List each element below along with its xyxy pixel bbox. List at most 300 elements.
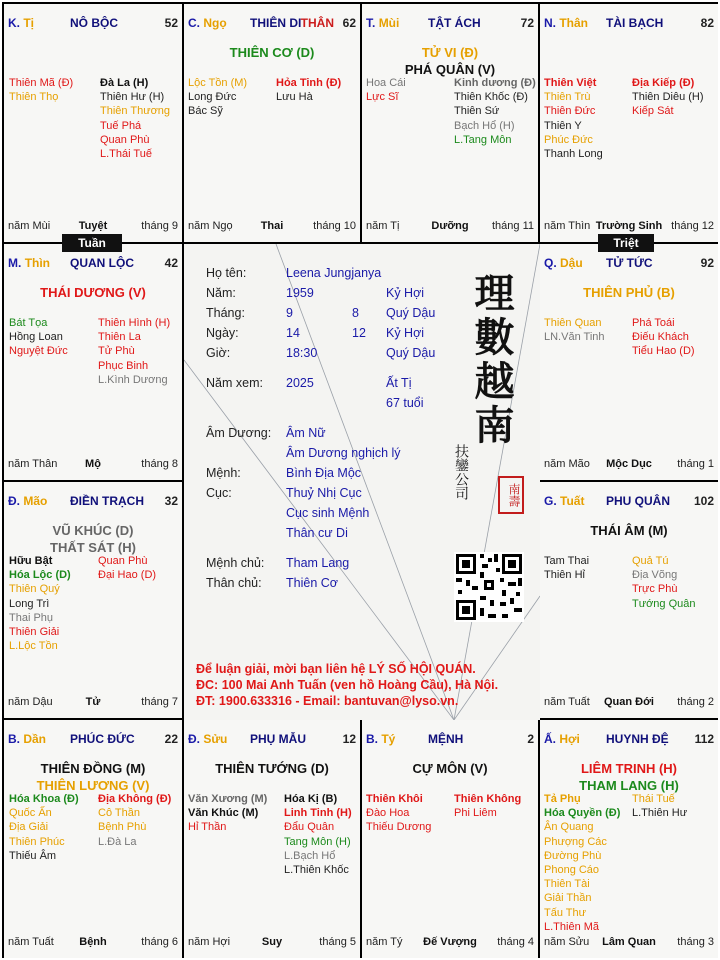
dai-han-number: 62 bbox=[342, 16, 356, 30]
star: Hóa Khoa (Đ) bbox=[9, 793, 79, 805]
star: Thiên Khốc (Đ) bbox=[454, 91, 528, 104]
palace-name[interactable]: HUYNH ĐỆ bbox=[606, 732, 669, 746]
star: Thiên Quan bbox=[544, 317, 602, 329]
star: Hỉ Thần bbox=[188, 821, 227, 834]
star: Thiên Đức bbox=[544, 105, 596, 118]
nguyet-han-month: tháng 10 bbox=[313, 220, 356, 232]
tu-vi-chart bbox=[2, 2, 718, 958]
dai-han-number: 92 bbox=[700, 256, 714, 270]
palace-chi: Sửu bbox=[203, 732, 228, 746]
star: Kiếp Sát bbox=[632, 105, 674, 118]
palace-can: G. bbox=[544, 494, 557, 508]
nguyet-han-month: tháng 8 bbox=[141, 458, 178, 470]
tieu-han-year: năm Mão bbox=[544, 458, 590, 470]
main-star: THÁI ÂM (M) bbox=[590, 523, 668, 538]
star: Tiểu Hao (D) bbox=[632, 345, 695, 358]
right-stars bbox=[98, 792, 171, 849]
than-cu: Thân cư Di bbox=[286, 526, 348, 540]
tuoi-value: 67 tuổi bbox=[386, 396, 424, 410]
truong-sinh-stage: Bệnh bbox=[79, 936, 107, 948]
left-stars bbox=[544, 554, 589, 582]
palace-header bbox=[8, 732, 178, 748]
star: L.Thiên Mã bbox=[544, 920, 600, 933]
dai-han-number: 42 bbox=[164, 256, 178, 270]
ho-ten-label: Họ tên: bbox=[206, 266, 247, 280]
palace-chi: Dậu bbox=[560, 256, 583, 270]
right-stars bbox=[632, 554, 696, 611]
right-stars bbox=[632, 792, 687, 820]
nam-value: 1959 bbox=[286, 286, 314, 300]
palace-footer bbox=[8, 936, 178, 950]
dai-han-number: 12 bbox=[342, 732, 356, 746]
star: Thiếu Dương bbox=[366, 821, 432, 834]
palace-name[interactable]: TỬ TỨC bbox=[606, 256, 653, 270]
star: Quan Phù bbox=[100, 133, 150, 146]
contact-line-2: ĐC: 100 Mai Anh Tuấn (ven hồ Hoàng Cầu), Hà Nội. bbox=[196, 678, 499, 692]
than-chu-label: Thân chủ: bbox=[206, 576, 262, 590]
palace-can: K. bbox=[8, 16, 20, 30]
star: Địa Giải bbox=[9, 821, 49, 834]
palace-name[interactable]: TẬT ÁCH bbox=[428, 16, 481, 30]
star: L.Thiên Hư bbox=[632, 807, 688, 820]
main-star: THIÊN ĐỒNG (M) bbox=[40, 761, 146, 776]
star: Bát Tọa bbox=[9, 317, 48, 329]
palace-footer bbox=[8, 458, 178, 472]
star: L.Thiên Khốc bbox=[284, 863, 349, 876]
star: Tả Phụ bbox=[544, 793, 581, 805]
palace-location bbox=[544, 732, 580, 746]
palace-chi: Thân bbox=[559, 16, 589, 30]
nguyet-han-month: tháng 3 bbox=[677, 936, 714, 948]
palace-header bbox=[8, 494, 178, 510]
tuan-badge: Tuần bbox=[62, 234, 122, 252]
palace-menh bbox=[362, 720, 540, 958]
star: Đường Phù bbox=[544, 849, 602, 862]
palace-thien-di bbox=[184, 4, 362, 244]
palace-name[interactable]: ĐIỀN TRẠCH bbox=[70, 494, 144, 508]
star: Thiên Quý bbox=[9, 583, 60, 596]
star: Giải Thần bbox=[544, 892, 592, 905]
palace-chi: Mão bbox=[23, 494, 48, 508]
star: Địa Không (Đ) bbox=[98, 793, 172, 805]
contact-line-1: Để luận giải, mời bạn liên hệ LÝ SỐ HỘI QUÁN. bbox=[196, 662, 476, 676]
palace-header bbox=[544, 16, 714, 32]
star: Quan Phù bbox=[98, 555, 148, 567]
star: Tấu Thư bbox=[544, 906, 587, 919]
nguyet-han-month: tháng 4 bbox=[497, 936, 534, 948]
star: Hữu Bật bbox=[9, 555, 53, 567]
main-star: VŨ KHÚC (D) bbox=[52, 523, 134, 538]
thang-am: 8 bbox=[352, 306, 359, 320]
ngay-canchi: Kỷ Hợi bbox=[386, 326, 425, 340]
star: Bạch Hổ (H) bbox=[454, 119, 515, 132]
star: L.Đà La bbox=[98, 835, 137, 848]
star: Tam Thai bbox=[544, 555, 590, 567]
main-star: THIÊN TƯỚNG (D) bbox=[215, 761, 329, 776]
palace-chi: Ngọ bbox=[203, 16, 227, 30]
star: Nguyệt Đức bbox=[9, 345, 68, 358]
cuc-label: Cục: bbox=[206, 486, 232, 500]
palace-header bbox=[366, 16, 534, 32]
star: Tướng Quân bbox=[632, 597, 696, 610]
star: L.Kình Dương bbox=[98, 373, 168, 386]
star: Phong Cáo bbox=[544, 863, 600, 876]
star: Hóa Quyền (Đ) bbox=[544, 807, 621, 820]
palace-header bbox=[8, 16, 178, 32]
star: Địa Kiếp (Đ) bbox=[632, 77, 695, 89]
palace-can: Ấ. bbox=[544, 732, 556, 746]
palace-phu-mau bbox=[184, 720, 362, 958]
ngay-value: 14 bbox=[286, 326, 300, 340]
left-stars bbox=[544, 792, 620, 934]
palace-huynh-de bbox=[540, 720, 718, 958]
star: Hoa Cái bbox=[366, 77, 406, 89]
star: Đại Hao (D) bbox=[98, 569, 157, 582]
palace-location bbox=[366, 16, 399, 30]
am-duong-label: Âm Dương: bbox=[206, 426, 272, 440]
star: Bác Sỹ bbox=[188, 105, 223, 118]
star: Phục Binh bbox=[98, 359, 149, 372]
star: Hóa Kị (B) bbox=[284, 793, 338, 805]
left-stars bbox=[544, 316, 605, 344]
main-stars bbox=[4, 284, 182, 301]
palace-location bbox=[544, 494, 584, 508]
palace-location bbox=[188, 16, 227, 30]
left-stars bbox=[9, 554, 71, 653]
truong-sinh-stage: Tử bbox=[85, 696, 101, 708]
star: Đẩu Quân bbox=[284, 821, 335, 834]
star: Phúc Đức bbox=[544, 133, 593, 146]
star: Thanh Long bbox=[544, 147, 603, 160]
palace-location bbox=[544, 16, 588, 30]
palace-can: B. bbox=[366, 732, 378, 746]
truong-sinh-stage: Đế Vượng bbox=[423, 936, 477, 948]
palace-chi: Mùi bbox=[378, 16, 400, 30]
nguyet-han-month: tháng 6 bbox=[141, 936, 178, 948]
palace-footer bbox=[544, 458, 714, 472]
star: Thiên Hỉ bbox=[544, 569, 585, 582]
than-chu-value: Thiên Cơ bbox=[286, 576, 338, 590]
palace-can: Đ. bbox=[8, 494, 20, 508]
star: Cô Thần bbox=[98, 807, 140, 820]
star: Thiên Sứ bbox=[454, 105, 500, 118]
palace-location bbox=[544, 256, 583, 270]
palace-no-boc bbox=[4, 4, 184, 244]
truong-sinh-stage: Tuyệt bbox=[78, 220, 108, 232]
star: Quốc Ấn bbox=[9, 807, 52, 820]
nguyet-han-month: tháng 11 bbox=[491, 220, 534, 232]
star: Thiên Thọ bbox=[9, 91, 59, 104]
tieu-han-year: năm Thìn bbox=[544, 220, 591, 232]
dai-han-number: 32 bbox=[164, 494, 178, 508]
dai-han-number: 112 bbox=[694, 732, 714, 746]
palace-header bbox=[8, 256, 178, 272]
dai-han-number: 22 bbox=[164, 732, 178, 746]
palace-footer bbox=[544, 936, 714, 950]
star: Thiên Khôi bbox=[366, 793, 423, 805]
contact-line-3: ĐT: 1900.633316 - Email: bantuvan@lyso.vn. bbox=[196, 694, 459, 708]
main-stars bbox=[4, 522, 182, 556]
tieu-han-year: năm Tý bbox=[366, 936, 403, 948]
right-stars bbox=[632, 316, 695, 359]
nguyet-han-month: tháng 9 bbox=[141, 220, 178, 232]
triet-badge: Triệt bbox=[598, 234, 654, 252]
truong-sinh-stage: Mộ bbox=[85, 458, 101, 470]
palace-location bbox=[8, 494, 47, 508]
palace-chi: Hợi bbox=[559, 732, 580, 746]
ho-ten-value: Leena Jungjanya bbox=[286, 266, 382, 280]
am-duong-note: Âm Dương nghịch lý bbox=[286, 446, 401, 460]
palace-tat-ach bbox=[362, 4, 540, 244]
star: Thiên Giải bbox=[9, 625, 60, 638]
main-star: THAM LANG (H) bbox=[579, 778, 679, 793]
main-stars bbox=[362, 760, 538, 777]
star: Phi Liêm bbox=[454, 807, 497, 820]
main-stars bbox=[540, 760, 718, 794]
star: Thiên Việt bbox=[544, 77, 597, 89]
star: Thái Tuế bbox=[632, 793, 675, 805]
palace-name[interactable]: THIÊN DI bbox=[250, 16, 302, 30]
palace-footer bbox=[366, 936, 534, 950]
palace-quan-loc bbox=[4, 244, 184, 482]
nam-xem-value: 2025 bbox=[286, 376, 314, 390]
star: Tuế Phá bbox=[100, 119, 142, 132]
tieu-han-year: năm Thân bbox=[8, 458, 58, 470]
palace-can: B. bbox=[8, 732, 20, 746]
palace-name[interactable]: NÔ BỘC bbox=[70, 16, 118, 30]
calligraphy-company: 扶鑾公司 bbox=[453, 444, 469, 500]
thang-label: Tháng: bbox=[206, 306, 245, 320]
calligraphy-title: 理數越南 bbox=[468, 272, 515, 448]
star: Điếu Khách bbox=[632, 331, 689, 344]
palace-name[interactable]: MỆNH bbox=[428, 732, 464, 746]
palace-location bbox=[366, 732, 395, 746]
main-star: TỬ VI (Đ) bbox=[421, 45, 479, 60]
right-stars bbox=[454, 76, 536, 147]
gio-label: Giờ: bbox=[206, 346, 231, 360]
gio-canchi: Quý Dậu bbox=[386, 346, 436, 360]
palace-chi: Tuất bbox=[560, 494, 585, 508]
main-stars bbox=[362, 44, 538, 78]
left-stars bbox=[544, 76, 603, 161]
palace-footer bbox=[188, 220, 356, 234]
star: Thiên Mã (Đ) bbox=[9, 77, 74, 89]
dai-han-number: 2 bbox=[527, 732, 534, 746]
palace-header bbox=[366, 732, 534, 748]
star: Lực Sĩ bbox=[366, 91, 399, 104]
palace-tai-bach bbox=[540, 4, 718, 244]
star: L.Tang Môn bbox=[454, 133, 512, 146]
main-star: LIÊM TRINH (H) bbox=[580, 761, 678, 776]
star: Thiên Không bbox=[454, 793, 522, 805]
truong-sinh-stage: Lâm Quan bbox=[602, 936, 656, 948]
palace-header bbox=[544, 732, 714, 748]
palace-chi: Tị bbox=[23, 16, 35, 30]
star: Phá Toái bbox=[632, 317, 675, 329]
gio-value: 18:30 bbox=[286, 346, 318, 360]
nam-xem-label: Năm xem: bbox=[206, 376, 263, 390]
star: Thai Phụ bbox=[9, 611, 54, 624]
dai-han-number: 72 bbox=[520, 16, 534, 30]
main-star: THIÊN PHỦ (B) bbox=[583, 285, 675, 300]
star: Thiên Thương bbox=[100, 105, 171, 118]
left-stars bbox=[188, 792, 267, 835]
star: Trực Phù bbox=[632, 583, 678, 596]
star: L.Thái Tuế bbox=[100, 147, 152, 160]
left-stars bbox=[366, 76, 406, 104]
right-stars bbox=[100, 76, 170, 161]
palace-footer bbox=[188, 936, 356, 950]
menh-value: Bình Địa Mộc bbox=[286, 466, 362, 480]
palace-name[interactable]: PHU QUÂN bbox=[606, 494, 671, 508]
star: Bệnh Phù bbox=[98, 821, 147, 834]
star: Thiên Tài bbox=[544, 878, 590, 891]
tieu-han-year: năm Sửu bbox=[544, 936, 590, 948]
thang-canchi: Quý Dậu bbox=[386, 306, 436, 320]
palace-footer bbox=[544, 220, 714, 234]
star: Long Đức bbox=[188, 91, 237, 104]
palace-location bbox=[8, 16, 34, 30]
star: Hỏa Tinh (Đ) bbox=[276, 77, 342, 89]
star: Thiên La bbox=[98, 331, 141, 344]
main-stars bbox=[184, 760, 360, 777]
palace-can: N. bbox=[544, 16, 556, 30]
star: Thiếu Âm bbox=[9, 849, 57, 862]
main-star: PHÁ QUÂN (V) bbox=[404, 62, 496, 77]
star: Hồng Loan bbox=[9, 331, 63, 344]
main-star: THIÊN CƠ (D) bbox=[229, 45, 315, 60]
palace-chi: Tý bbox=[381, 732, 396, 746]
cuc-value: Thuỷ Nhị Cục bbox=[286, 486, 362, 500]
palace-can: T. bbox=[366, 16, 376, 30]
ngay-label: Ngày: bbox=[206, 326, 239, 340]
am-duong-value: Âm Nữ bbox=[286, 426, 326, 440]
star: Kinh dương (Đ) bbox=[454, 77, 536, 89]
star: Lộc Tồn (M) bbox=[188, 77, 248, 89]
palace-chi: Thìn bbox=[24, 256, 51, 270]
palace-can: C. bbox=[188, 16, 200, 30]
star: Văn Khúc (M) bbox=[188, 807, 259, 820]
star: Tang Môn (H) bbox=[284, 835, 351, 848]
palace-name[interactable]: PHỤ MẪU bbox=[250, 732, 306, 746]
tieu-han-year: năm Tuất bbox=[544, 696, 590, 708]
left-stars bbox=[366, 792, 431, 835]
right-stars bbox=[98, 316, 170, 387]
star: Đà La (H) bbox=[100, 77, 149, 89]
palace-chi: Dần bbox=[23, 732, 47, 746]
main-star: THIÊN LƯƠNG (V) bbox=[36, 778, 150, 793]
right-stars bbox=[632, 76, 704, 119]
left-stars bbox=[9, 316, 68, 359]
truong-sinh-stage: Mộc Dục bbox=[606, 458, 652, 470]
right-stars bbox=[98, 554, 156, 582]
tieu-han-year: năm Tuất bbox=[8, 936, 54, 948]
palace-tu-tuc bbox=[540, 244, 718, 482]
palace-dien-trach bbox=[4, 482, 184, 720]
than-marker: THÂN bbox=[300, 16, 334, 30]
palace-can: Đ. bbox=[188, 732, 200, 746]
star: Quả Tú bbox=[632, 555, 669, 567]
ngay-am: 12 bbox=[352, 326, 366, 340]
palace-header bbox=[188, 732, 356, 748]
right-stars bbox=[276, 76, 341, 104]
palace-footer bbox=[8, 696, 178, 710]
main-stars bbox=[4, 760, 182, 794]
nam-xem-canchi: Ất Tị bbox=[386, 376, 412, 390]
cuc-relation: Cục sinh Mệnh bbox=[286, 506, 370, 520]
star: Thiên Phúc bbox=[9, 835, 65, 848]
palace-phu-quan bbox=[540, 482, 718, 720]
center-info-panel bbox=[184, 244, 540, 720]
palace-location bbox=[8, 732, 46, 746]
main-stars bbox=[540, 284, 718, 301]
tieu-han-year: năm Hợi bbox=[188, 936, 231, 948]
nguyet-han-month: tháng 1 bbox=[677, 458, 714, 470]
palace-header bbox=[544, 494, 714, 510]
left-stars bbox=[9, 792, 79, 863]
main-star: CỰ MÔN (V) bbox=[412, 761, 488, 776]
star: Hóa Lộc (D) bbox=[9, 569, 71, 582]
tieu-han-year: năm Tị bbox=[366, 220, 400, 232]
star: Long Trì bbox=[9, 597, 50, 610]
star: LN.Văn Tinh bbox=[544, 331, 605, 344]
palace-phuc-duc bbox=[4, 720, 184, 958]
star: Lưu Hà bbox=[276, 91, 313, 104]
palace-name[interactable]: TÀI BẠCH bbox=[606, 16, 664, 30]
star: Linh Tinh (H) bbox=[284, 807, 352, 820]
nguyet-han-month: tháng 2 bbox=[677, 696, 714, 708]
star: Thiên Diêu (H) bbox=[632, 91, 704, 104]
red-seal: 南壽 bbox=[498, 476, 524, 514]
palace-can: Q. bbox=[544, 256, 557, 270]
palace-header bbox=[188, 16, 356, 32]
tieu-han-year: năm Dậu bbox=[8, 696, 53, 708]
palace-location bbox=[8, 256, 50, 270]
star: Văn Xương (M) bbox=[188, 793, 268, 805]
tieu-han-year: năm Mùi bbox=[8, 220, 51, 232]
main-star: THẤT SÁT (H) bbox=[50, 540, 136, 555]
palace-name[interactable]: QUAN LỘC bbox=[70, 256, 134, 270]
palace-location bbox=[188, 732, 227, 746]
star: Thiên Y bbox=[544, 119, 582, 132]
star: Phượng Các bbox=[544, 835, 607, 848]
tieu-han-year: năm Ngọ bbox=[188, 220, 233, 232]
palace-can: M. bbox=[8, 256, 22, 270]
right-stars bbox=[454, 792, 521, 820]
menh-label: Mệnh: bbox=[206, 466, 241, 480]
menh-chu-label: Mệnh chủ: bbox=[206, 556, 265, 570]
star: Thiên Trù bbox=[544, 91, 591, 104]
thang-value: 9 bbox=[286, 306, 293, 320]
main-stars bbox=[184, 44, 360, 61]
palace-footer bbox=[544, 696, 714, 710]
palace-name[interactable]: PHÚC ĐỨC bbox=[70, 732, 135, 746]
truong-sinh-stage: Suy bbox=[261, 936, 283, 948]
truong-sinh-stage: Dưỡng bbox=[431, 220, 469, 232]
star: Đào Hoa bbox=[366, 807, 410, 820]
nam-canchi: Kỷ Hợi bbox=[386, 286, 425, 300]
nguyet-han-month: tháng 5 bbox=[319, 936, 356, 948]
truong-sinh-stage: Thai bbox=[260, 220, 284, 232]
star: Tử Phù bbox=[98, 345, 135, 358]
palace-header bbox=[544, 256, 714, 272]
star: Ân Quang bbox=[544, 821, 594, 834]
palace-footer bbox=[8, 220, 178, 234]
star: Thiên Hình (H) bbox=[98, 317, 171, 329]
qr-code[interactable] bbox=[454, 552, 524, 622]
star: Thiên Hư (H) bbox=[100, 91, 165, 104]
star: L.Bạch Hổ bbox=[284, 849, 336, 862]
